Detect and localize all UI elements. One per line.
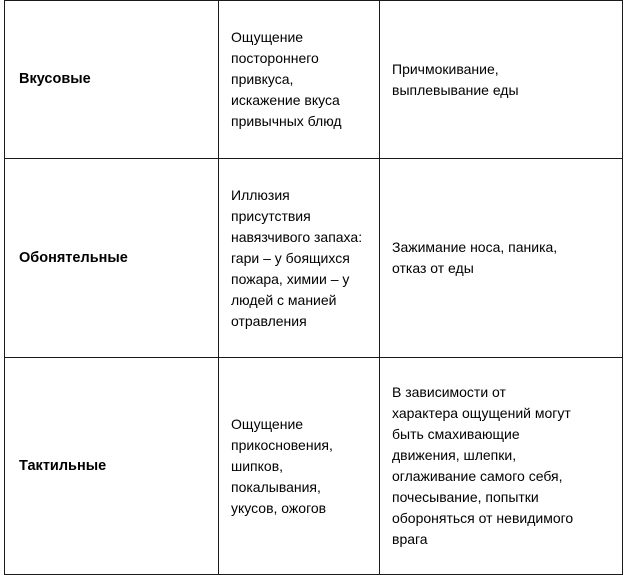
manifestation-cell <box>219 1 380 159</box>
behavior-cell <box>380 1 623 159</box>
row-type-label: Обонятельные <box>19 249 128 266</box>
table-row <box>5 358 623 575</box>
manifestation-text: Иллюзия присутствия навязчивого запаха: гари – у боящихся пожара, химии – у людей с манией отравления <box>231 186 363 329</box>
type-cell <box>5 358 219 575</box>
manifestation-cell <box>219 159 380 358</box>
behavior-text: Причмокивание, выплевывание еды <box>392 60 519 98</box>
behavior-cell <box>380 358 623 575</box>
table-row <box>5 1 623 159</box>
hallucination-table <box>4 0 623 575</box>
behavior-text: Зажимание носа, паника, отказ от еды <box>392 239 558 276</box>
row-type-label: Тактильные <box>19 457 107 474</box>
table-row <box>5 159 623 358</box>
row-type-label: Вкусовые <box>19 71 91 87</box>
behavior-text: В зависимости от характера ощущений могут быть смахивающие движения, шлепки, оглаживание самого себя, почесывание, попытки обороняться от невидимого врага <box>392 384 574 547</box>
manifestation-text: Ощущение постороннего привкуса, искажение вкуса привычных блюд <box>231 29 342 129</box>
behavior-cell <box>380 159 623 358</box>
manifestation-text: Ощущение прикосновения, шипков, покалывания, укусов, ожогов <box>231 415 333 516</box>
manifestation-cell <box>219 358 380 575</box>
type-cell <box>5 159 219 358</box>
type-cell <box>5 1 219 159</box>
